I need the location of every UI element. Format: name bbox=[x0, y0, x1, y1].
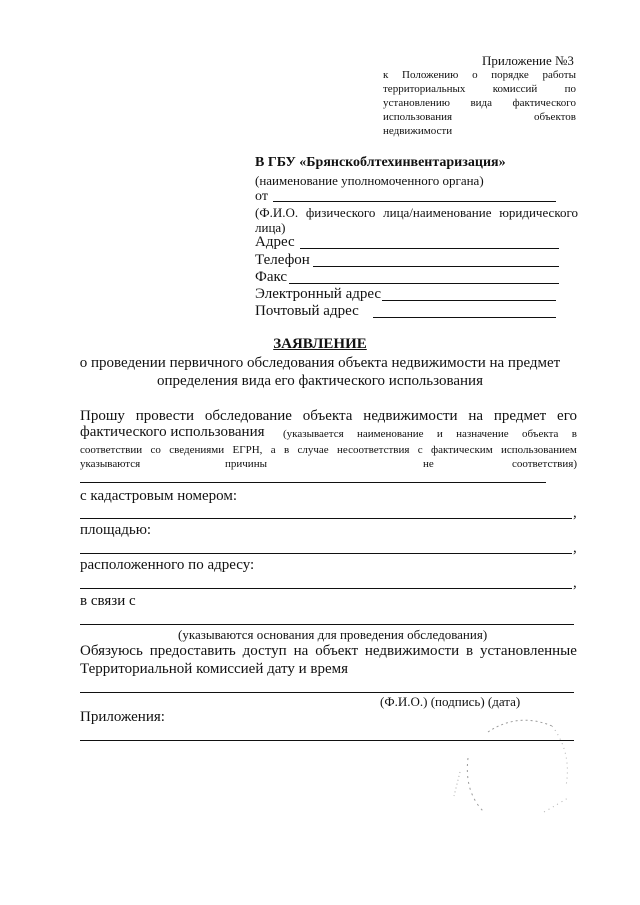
signature-field[interactable] bbox=[80, 692, 574, 693]
request-line-2-note: (указывается наименование и назначение объекта в bbox=[283, 428, 577, 440]
note-line-4: указываются причины не соответствия) bbox=[80, 458, 577, 470]
area-label: площадью: bbox=[80, 522, 152, 538]
stamp-mark bbox=[448, 712, 576, 822]
email-field[interactable] bbox=[382, 300, 556, 301]
statement-heading: ЗАЯВЛЕНИЕ bbox=[273, 336, 367, 352]
phone-field[interactable] bbox=[313, 266, 559, 267]
appendix-line-2: территориальных комиссий по bbox=[383, 83, 576, 95]
postal-address-field[interactable] bbox=[373, 317, 556, 318]
statement-subtitle-2: определения вида его фактического использования bbox=[157, 373, 483, 389]
commitment-line-1: Обязуюсь предоставить доступ на объект недвижимости в установленные bbox=[80, 643, 577, 659]
address-object-field[interactable] bbox=[80, 588, 572, 589]
statement-subtitle-1: о проведении первичного обследования объекта недвижимости на предмет bbox=[79, 355, 561, 371]
from-label: от bbox=[255, 189, 268, 204]
cadastral-field[interactable] bbox=[80, 518, 572, 519]
appendix-title: Приложение №3 bbox=[482, 53, 574, 68]
object-description-field[interactable] bbox=[80, 482, 546, 483]
request-line-2-main: фактического использования bbox=[80, 424, 265, 440]
signature-caption: (Ф.И.О.) (подпись) (дата) bbox=[380, 694, 521, 709]
cadastral-label: с кадастровым номером: bbox=[80, 488, 237, 504]
commitment-line-2: Территориальной комиссией дату и время bbox=[80, 661, 349, 677]
address-field[interactable] bbox=[300, 248, 559, 249]
cadastral-comma: , bbox=[573, 505, 577, 521]
reason-caption: (указываются основания для проведения обследования) bbox=[178, 627, 488, 642]
email-label: Электронный адрес bbox=[255, 286, 382, 302]
fax-field[interactable] bbox=[289, 283, 559, 284]
postal-address-label: Почтовый адрес bbox=[255, 303, 359, 319]
area-field[interactable] bbox=[80, 553, 572, 554]
addressee-org: В ГБУ «Брянскоблтехинвентаризация» bbox=[255, 155, 506, 170]
request-line-1: Прошу провести обследование объекта недвижимости на предмет его bbox=[80, 408, 577, 424]
reason-field[interactable] bbox=[80, 624, 574, 625]
note-line-3: соответствии со сведениями ЕГРН, а в случае несоответствия с фактическим использованием bbox=[80, 444, 577, 456]
reason-label: в связи с bbox=[80, 593, 136, 609]
attachments-label: Приложения: bbox=[80, 709, 165, 725]
address-object-label: расположенного по адресу: bbox=[80, 557, 255, 573]
appendix-line-5: недвижимости bbox=[383, 125, 453, 137]
fax-label: Факс bbox=[255, 269, 288, 285]
address-label: Адрес bbox=[255, 234, 295, 250]
person-caption-2: лица) bbox=[255, 220, 286, 235]
appendix-line-1: к Положению о порядке работы bbox=[383, 69, 576, 81]
org-caption: (наименование уполномоченного органа) bbox=[255, 173, 484, 188]
address-object-comma: , bbox=[573, 575, 577, 591]
appendix-line-3: установлению вида фактического bbox=[383, 97, 576, 109]
phone-label: Телефон bbox=[255, 252, 310, 268]
appendix-line-4: использования объектов bbox=[383, 111, 576, 123]
from-line[interactable] bbox=[273, 201, 556, 202]
area-comma: , bbox=[573, 540, 577, 556]
person-caption-1: (Ф.И.О. физического лица/наименование юридического bbox=[255, 205, 578, 220]
